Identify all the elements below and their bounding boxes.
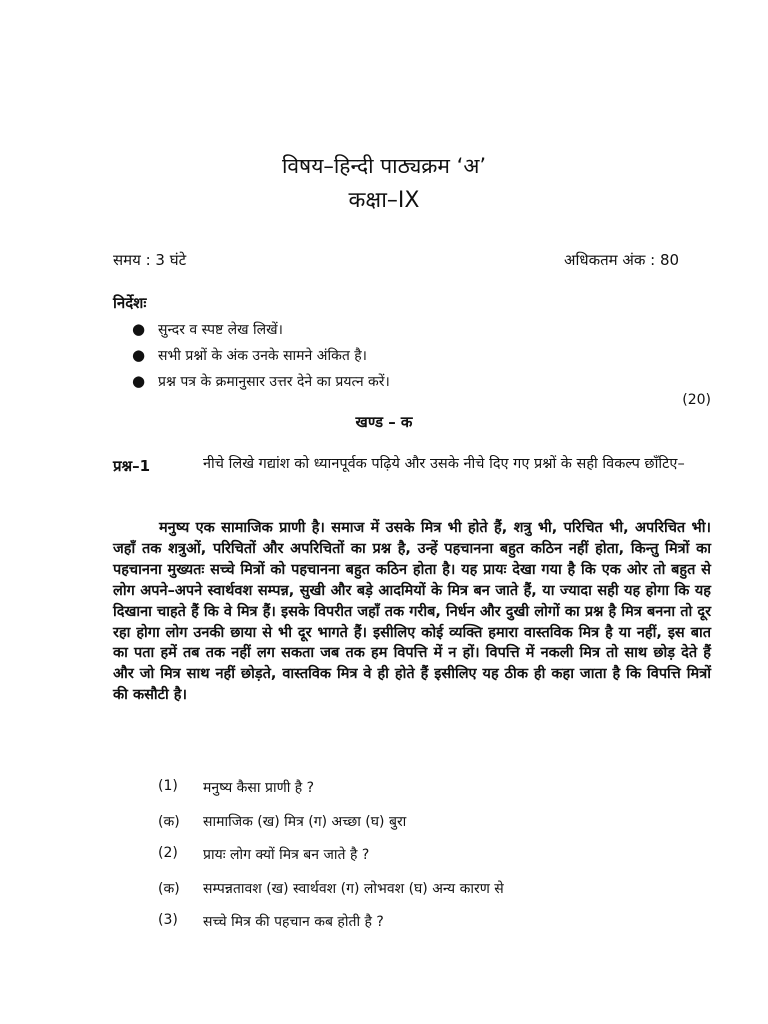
instructions-list bbox=[132, 318, 390, 396]
instructions-heading: निर्देशः bbox=[113, 294, 147, 312]
options-text: सामाजिक (ख) मित्र (ग) अच्छा (घ) बुरा bbox=[203, 813, 407, 830]
time-allowed: समय : 3 घंटे bbox=[113, 251, 187, 269]
sub-question-text: प्रायः लोग क्यों मित्र बन जाते है ? bbox=[203, 847, 370, 863]
option-label: (क) bbox=[158, 880, 180, 897]
instruction-item bbox=[132, 370, 390, 396]
instruction-text: प्रश्न पत्र के क्रमानुसार उत्तर देने का प्रयत्न करें। bbox=[158, 374, 390, 390]
bullet-icon: ● bbox=[132, 346, 146, 364]
question-text: नीचे लिखे गद्यांश को ध्यानपूर्वक पढ़िये और उसके नीचे दिए गए प्रश्नों के सही विकल्प छाँटिए– bbox=[203, 456, 685, 472]
bullet-icon: ● bbox=[132, 372, 146, 390]
sub-question-list bbox=[158, 778, 718, 946]
instruction-item bbox=[132, 318, 390, 344]
answer-options bbox=[158, 879, 718, 913]
sub-question-text: मनुष्य कैसा प्राणी है ? bbox=[203, 780, 315, 796]
section-title: खण्ड – क bbox=[355, 413, 413, 431]
passage: मनुष्य एक सामाजिक प्राणी है। समाज में उसके मित्र भी होते हैं, शत्रु भी, परिचित भी, अपरिचित भी। जहाँ तक शत्रुओं, परिचितों और अपरिचितों का प्रश्न है, उन्हें पहचानना बहुत कठिन नहीं होता, किन्तु मित्रों का पहचानना मुख्यतः सच्चे मित्रों को पहचानना बहुत कठिन होता है। यह प्रायः देखा गया है कि एक ओर तो बहुत से लोग अपने–अपने स्वार्थवश सम्पन्न, सुखी और बड़े आदमियों के मित्र बन जाते हैं, या ज्यादा सही यह होगा कि यह दिखाना चाहते हैं कि वे मित्र हैं। इसके विपरीत जहाँ तक गरीब, निर्धन और दुखी लोगों का प्रश्न है मित्र बनना तो दूर रहा होगा लोग उनकी छाया से भी दूर भागते हैं। इसीलिए कोई व्यक्ति हमारा वास्तविक मित्र है या नहीं, इस बात का पता हमें तब तक नहीं लग सकता जब तक हम विपत्ति में न हों। विपत्ति में नकली मित्र तो साथ छोड़ देते हैं और जो मित्र साथ नहीं छोड़ते, वास्तविक मित्र वे ही होते हैं इसीलिए यह ठीक ही कहा जाता है कि विपत्ति मित्रों की कसौटी है। bbox=[113, 520, 711, 704]
class-title: कक्षा–IX bbox=[348, 188, 420, 213]
sub-question bbox=[158, 845, 718, 879]
option-label: (क) bbox=[158, 813, 180, 830]
instruction-item bbox=[132, 344, 390, 370]
answer-options bbox=[158, 812, 718, 846]
question-label: प्रश्न–1 bbox=[113, 457, 151, 475]
subject-title: विषय–हिन्दी पाठ्यक्रम ‘अ’ bbox=[281, 154, 487, 178]
sub-question-number: (1) bbox=[158, 778, 178, 794]
section-marks: (20) bbox=[682, 392, 711, 408]
maximum-marks: अधिकतम अंक : 80 bbox=[564, 251, 680, 269]
bullet-icon: ● bbox=[132, 320, 146, 338]
sub-question-number: (3) bbox=[158, 912, 178, 928]
options-text: सम्पन्नतावश (ख) स्वार्थवश (ग) लोभवश (घ) अन्य कारण से bbox=[203, 880, 504, 897]
sub-question-text: सच्चे मित्र की पहचान कब होती है ? bbox=[203, 914, 384, 930]
sub-question bbox=[158, 778, 718, 812]
instruction-text: सभी प्रश्नों के अंक उनके सामने अंकित है। bbox=[158, 348, 367, 364]
sub-question-number: (2) bbox=[158, 845, 178, 861]
instruction-text: सुन्दर व स्पष्ट लेख लिखें। bbox=[158, 322, 283, 338]
sub-question bbox=[158, 912, 718, 946]
